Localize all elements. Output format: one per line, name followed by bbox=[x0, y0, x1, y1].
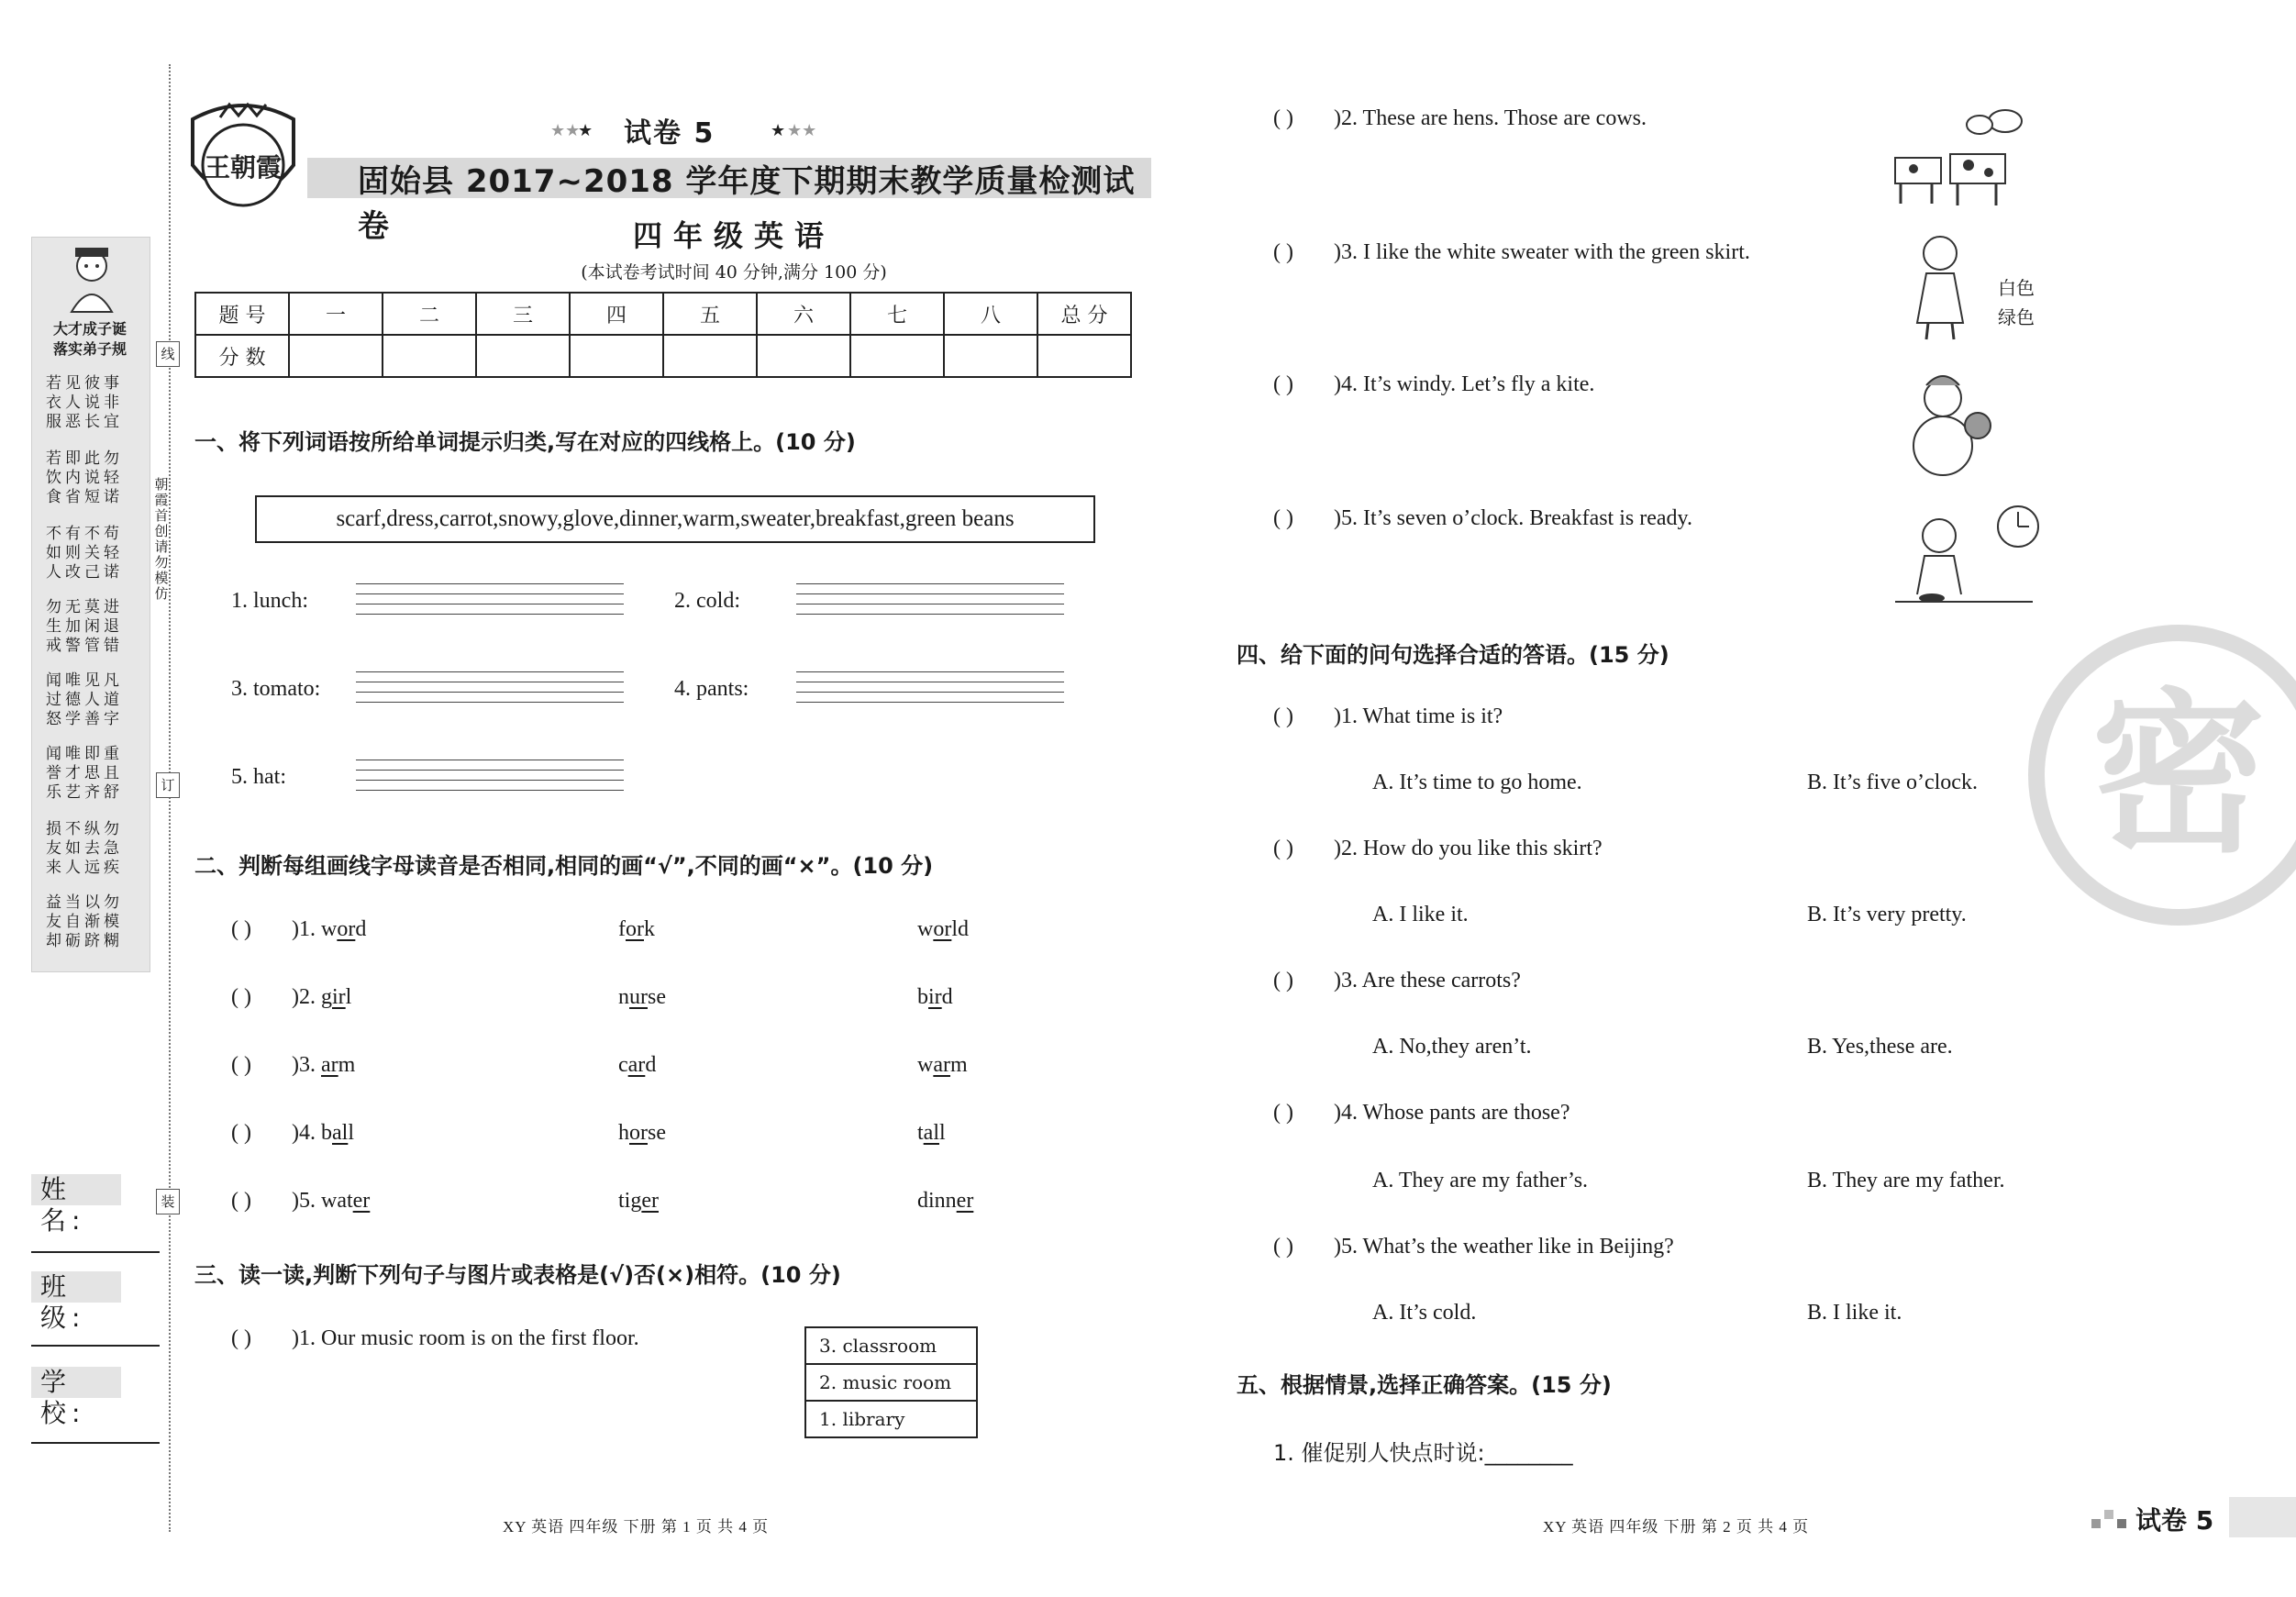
answer-paren[interactable]: ( ) bbox=[1273, 240, 1293, 264]
corner-exam-label: 试卷 5 bbox=[2135, 1505, 2214, 1536]
judge-item: )5. It’s seven o’clock. Breakfast is ready. bbox=[1334, 506, 1692, 530]
school-field[interactable] bbox=[31, 1442, 160, 1444]
svg-text:密: 密 bbox=[2091, 673, 2267, 876]
answer-paren[interactable]: ( ) bbox=[1273, 969, 1293, 993]
girl-sweater-image bbox=[1899, 231, 1981, 341]
score-cell[interactable] bbox=[476, 335, 570, 377]
phonics-word: warm bbox=[917, 1053, 968, 1077]
section2-heading: 二、判断每组画线字母读音是否相同,相同的画“√”,不同的画“×”。(10 分) bbox=[194, 853, 934, 879]
table-cell: 二 bbox=[383, 293, 476, 335]
question-item: )5. What’s the weather like in Beijing? bbox=[1334, 1235, 1674, 1259]
score-cell[interactable] bbox=[570, 335, 663, 377]
hens-and-cows-image bbox=[1877, 101, 2033, 220]
section3-heading: 三、读一读,判断下列句子与图片或表格是(√)否(×)相符。(10 分) bbox=[194, 1262, 841, 1288]
table-cell: 八 bbox=[944, 293, 1037, 335]
score-table-score-row bbox=[195, 335, 1131, 377]
svg-text:王朝霞: 王朝霞 bbox=[204, 152, 283, 183]
answer-paren[interactable]: ( ) bbox=[1273, 372, 1293, 396]
scholar-figure-icon bbox=[55, 240, 128, 314]
answer-paren[interactable]: ( ) bbox=[231, 1189, 251, 1213]
class-field[interactable] bbox=[31, 1345, 160, 1347]
page-footer: XY 英语 四年级 下册 第 2 页 共 4 页 bbox=[1543, 1518, 1810, 1536]
four-line-grid[interactable] bbox=[356, 760, 624, 796]
judge-item: )1. Our music room is on the first floor. bbox=[292, 1326, 639, 1350]
snowman-image bbox=[1906, 371, 1998, 481]
fill-item-label: 3. tomato: bbox=[231, 677, 321, 701]
answer-paren[interactable]: ( ) bbox=[1273, 106, 1293, 130]
fill-item-label: 1. lunch: bbox=[231, 589, 308, 613]
motto-title: 大才成子诞 落实弟子规 bbox=[52, 320, 127, 358]
answer-paren[interactable]: ( ) bbox=[1273, 1101, 1293, 1125]
question-item: )1. What time is it? bbox=[1334, 704, 1503, 728]
answer-paren[interactable]: ( ) bbox=[231, 1053, 251, 1077]
floor-cell: 3. classroom bbox=[805, 1327, 977, 1364]
score-cell[interactable] bbox=[383, 335, 476, 377]
answer-paren[interactable]: ( ) bbox=[231, 1326, 251, 1350]
svg-text:★★: ★★ bbox=[787, 121, 817, 140]
corner-band bbox=[2229, 1497, 2296, 1537]
class-label: 班 级: bbox=[31, 1271, 121, 1303]
answer-paren[interactable]: ( ) bbox=[1273, 1235, 1293, 1259]
svg-text:★: ★ bbox=[578, 121, 593, 140]
phonics-item: )3. arm bbox=[292, 1053, 356, 1077]
option-a[interactable]: A. No,they aren’t. bbox=[1372, 1035, 1532, 1059]
answer-paren[interactable]: ( ) bbox=[1273, 704, 1293, 728]
score-table bbox=[194, 292, 1132, 378]
score-cell[interactable] bbox=[663, 335, 757, 377]
fill-item-label: 5. hat: bbox=[231, 765, 286, 789]
judge-item: )2. These are hens. Those are cows. bbox=[1334, 106, 1647, 130]
phonics-word: bird bbox=[917, 985, 953, 1009]
breakfast-clock-image bbox=[1895, 503, 2042, 609]
table-cell: 题 号 bbox=[195, 293, 289, 335]
option-b[interactable]: B. I like it. bbox=[1807, 1301, 1902, 1325]
four-line-grid[interactable] bbox=[796, 671, 1064, 708]
answer-paren[interactable]: ( ) bbox=[231, 1121, 251, 1145]
score-cell[interactable] bbox=[289, 335, 383, 377]
corner-dots-icon bbox=[2091, 1506, 2132, 1534]
motto-block: 勿无莫进 生加闲退 戒警管错 bbox=[46, 598, 123, 655]
scenario-item[interactable]: 1. 催促别人快点时说:________ bbox=[1273, 1440, 1573, 1466]
table-cell: 五 bbox=[663, 293, 757, 335]
option-a[interactable]: A. They are my father’s. bbox=[1372, 1169, 1589, 1192]
question-item: )3. Are these carrots? bbox=[1334, 969, 1521, 993]
four-line-grid[interactable] bbox=[356, 583, 624, 620]
floor-cell: 2. music room bbox=[805, 1364, 977, 1401]
copyright-warning: 朝霞首创 请勿模仿 bbox=[154, 476, 169, 602]
score-cell[interactable] bbox=[757, 335, 850, 377]
motto-block: 闻唯即重 誉才思且 乐艺齐舒 bbox=[46, 745, 123, 802]
section4-heading: 四、给下面的问句选择合适的答语。(15 分) bbox=[1237, 642, 1669, 668]
judge-item: )4. It’s windy. Let’s fly a kite. bbox=[1334, 372, 1595, 396]
color-label-white: 白色 bbox=[1998, 277, 2035, 299]
table-cell: 四 bbox=[570, 293, 663, 335]
answer-paren[interactable]: ( ) bbox=[1273, 506, 1293, 530]
binding-char: 线 bbox=[156, 341, 180, 367]
phonics-item: )1. word bbox=[292, 917, 367, 941]
option-b[interactable]: B. It’s very pretty. bbox=[1807, 903, 1967, 926]
option-a[interactable]: A. It’s time to go home. bbox=[1372, 771, 1582, 794]
color-labels bbox=[1998, 273, 2035, 332]
phonics-word: card bbox=[618, 1053, 657, 1077]
exam-note: (本试卷考试时间 40 分钟,满分 100 分) bbox=[581, 262, 887, 283]
color-label-green: 绿色 bbox=[1998, 306, 2035, 328]
phonics-word: fork bbox=[618, 917, 655, 941]
floor-cell: 1. library bbox=[805, 1401, 977, 1437]
option-b[interactable]: B. It’s five o’clock. bbox=[1807, 771, 1978, 794]
svg-text:★★: ★★ bbox=[550, 121, 581, 140]
secret-watermark-icon bbox=[2027, 624, 2296, 926]
score-cell[interactable] bbox=[1037, 335, 1131, 377]
answer-paren[interactable]: ( ) bbox=[1273, 837, 1293, 860]
question-item: )2. How do you like this skirt? bbox=[1334, 837, 1603, 860]
motto-block: 若见彼事 衣人说非 服恶长宜 bbox=[46, 374, 123, 431]
phonics-word: tall bbox=[917, 1121, 946, 1145]
four-line-grid[interactable] bbox=[356, 671, 624, 708]
table-cell: 六 bbox=[757, 293, 850, 335]
subject-title: 四年级英语 bbox=[632, 218, 835, 253]
publisher-logo-icon bbox=[183, 101, 303, 220]
word-bank-box: scarf,dress,carrot,snowy,glove,dinner,warm,sweater,breakfast,green beans bbox=[255, 495, 1095, 543]
table-cell: 总 分 bbox=[1037, 293, 1131, 335]
option-a[interactable]: A. It’s cold. bbox=[1372, 1301, 1477, 1325]
binding-char: 装 bbox=[156, 1189, 180, 1214]
exam-number-label: 试卷 5 bbox=[624, 117, 715, 150]
phonics-word: tiger bbox=[618, 1189, 659, 1213]
table-cell: 三 bbox=[476, 293, 570, 335]
motto-block: 益当以勿 友自渐模 却砺跻糊 bbox=[46, 893, 123, 950]
option-b[interactable]: B. They are my father. bbox=[1807, 1169, 2005, 1192]
phonics-word: dinner bbox=[917, 1189, 974, 1213]
score-cell[interactable] bbox=[850, 335, 944, 377]
page-footer: XY 英语 四年级 下册 第 1 页 共 4 页 bbox=[503, 1518, 770, 1536]
svg-text:★: ★ bbox=[771, 121, 786, 140]
section5-heading: 五、根据情景,选择正确答案。(15 分) bbox=[1237, 1372, 1612, 1398]
phonics-item: )2. girl bbox=[292, 985, 352, 1009]
motto-block: 损不纵勿 友如去急 来人远疾 bbox=[46, 820, 123, 877]
motto-block: 闻唯见凡 过德人道 怒学善字 bbox=[46, 671, 123, 728]
floor-table bbox=[804, 1326, 978, 1438]
binding-char: 订 bbox=[156, 772, 180, 798]
corner-exam-tag bbox=[2091, 1497, 2296, 1537]
table-cell: 分 数 bbox=[195, 335, 289, 377]
answer-paren[interactable]: ( ) bbox=[231, 917, 251, 941]
question-item: )4. Whose pants are those? bbox=[1334, 1101, 1570, 1125]
phonics-item: )4. ball bbox=[292, 1121, 354, 1145]
answer-paren[interactable]: ( ) bbox=[231, 985, 251, 1009]
score-table-header-row bbox=[195, 293, 1131, 335]
section1-heading: 一、将下列词语按所给单词提示归类,写在对应的四线格上。(10 分) bbox=[194, 429, 856, 455]
school-label: 学 校: bbox=[31, 1367, 121, 1398]
table-cell: 一 bbox=[289, 293, 383, 335]
motto-block: 不有不苟 如则关轻 人改己诺 bbox=[46, 525, 123, 582]
fill-item-label: 4. pants: bbox=[674, 677, 749, 701]
name-field[interactable] bbox=[31, 1251, 160, 1253]
table-cell: 七 bbox=[850, 293, 944, 335]
score-cell[interactable] bbox=[944, 335, 1037, 377]
motto-block: 若即此勿 饮内说轻 食省短诺 bbox=[46, 449, 123, 506]
name-label: 姓 名: bbox=[31, 1174, 121, 1205]
phonics-item: )5. water bbox=[292, 1189, 371, 1213]
option-a[interactable]: A. I like it. bbox=[1372, 903, 1469, 926]
option-b[interactable]: B. Yes,these are. bbox=[1807, 1035, 1953, 1059]
binding-dotted-line bbox=[169, 64, 171, 1532]
phonics-word: horse bbox=[618, 1121, 666, 1145]
exam-title: 固始县 2017~2018 学年度下期期末教学质量检测试卷 bbox=[358, 163, 1136, 245]
phonics-word: nurse bbox=[618, 985, 666, 1009]
phonics-word: world bbox=[917, 917, 970, 941]
fill-item-label: 2. cold: bbox=[674, 589, 740, 613]
judge-item: )3. I like the white sweater with the green skirt. bbox=[1334, 240, 1750, 264]
four-line-grid[interactable] bbox=[796, 583, 1064, 620]
